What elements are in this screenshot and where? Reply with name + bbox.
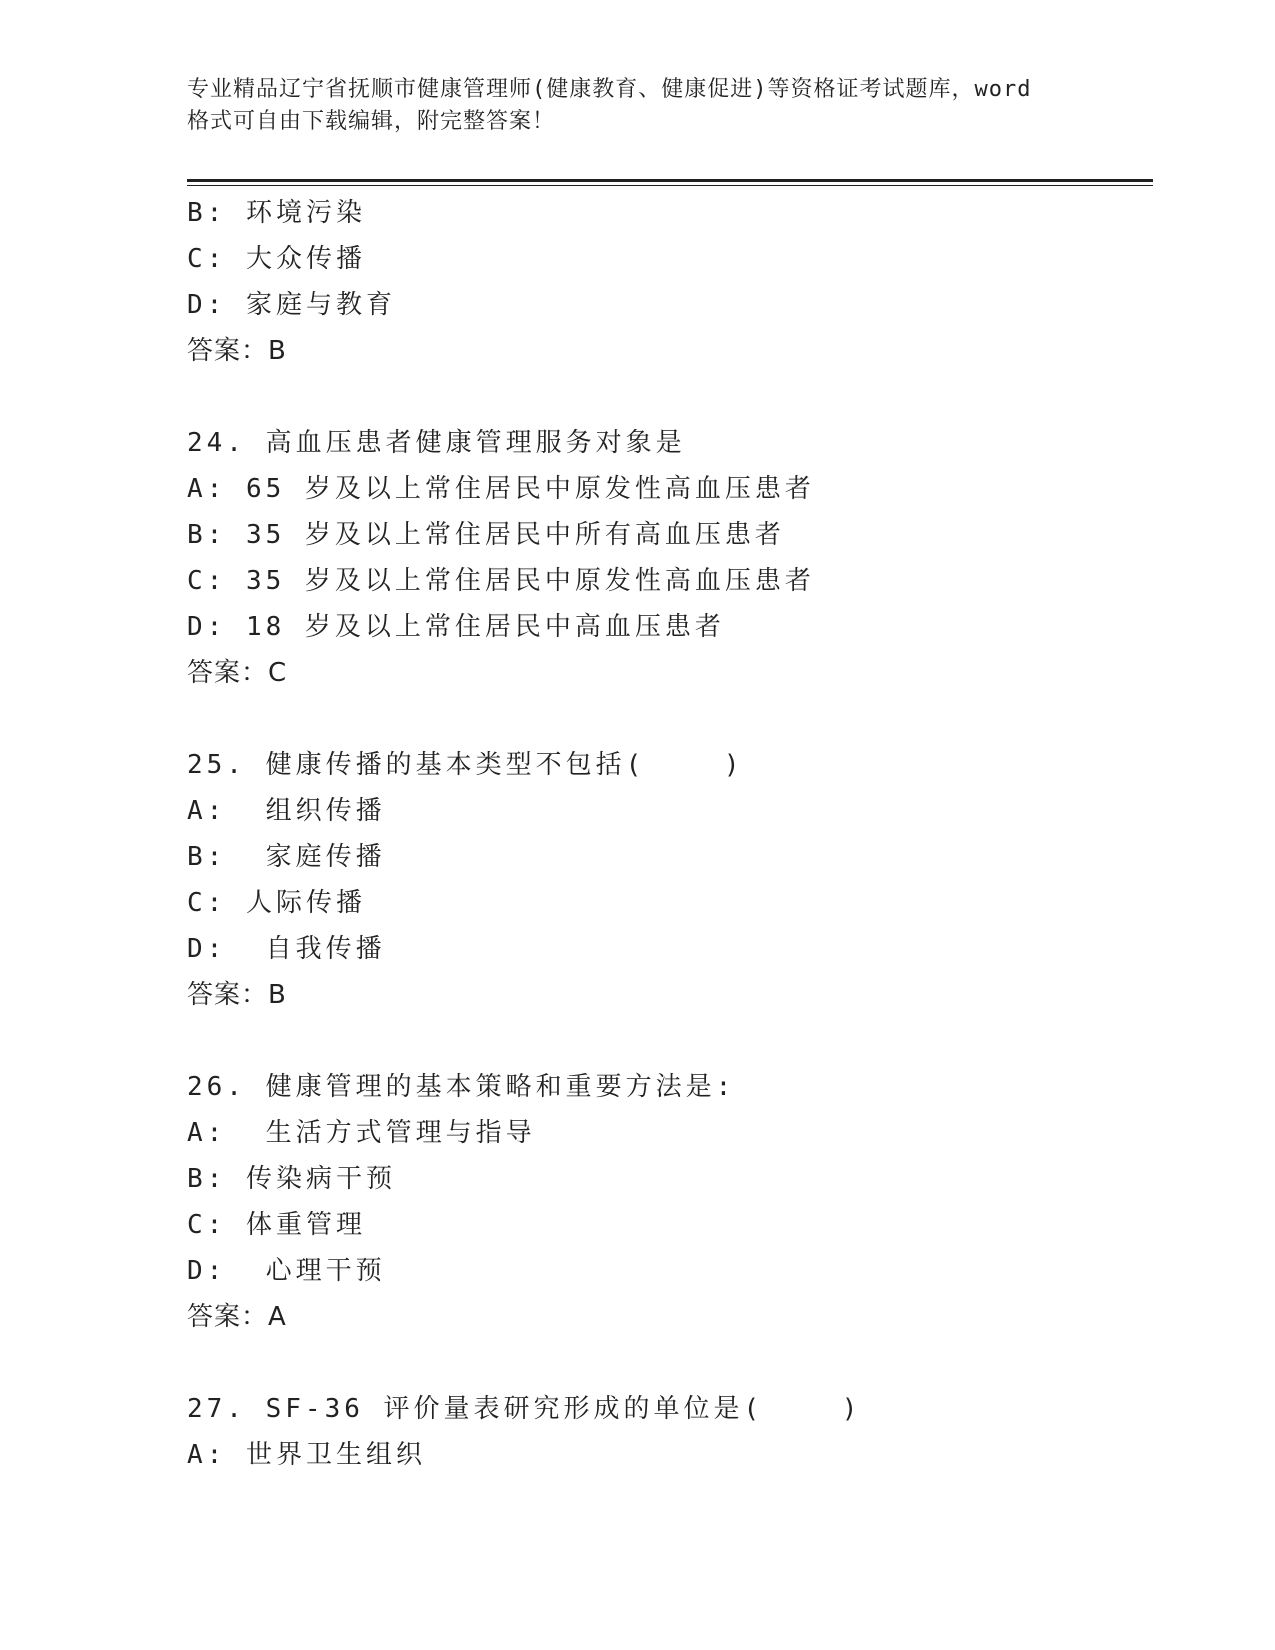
header-line-1: 专业精品辽宁省抚顺市健康管理师(健康教育、健康促进)等资格证考试题库，word bbox=[187, 77, 1032, 102]
option-a: A: 65 岁及以上常住居民中原发性高血压患者 bbox=[187, 474, 815, 504]
block-spacer bbox=[187, 374, 1147, 420]
option-b: B: 环境污染 bbox=[187, 198, 366, 228]
block-spacer bbox=[187, 696, 1147, 742]
header-line-2: 格式可自由下载编辑，附完整答案！ bbox=[187, 109, 556, 134]
block-spacer bbox=[187, 1018, 1147, 1064]
question-block-23 bbox=[187, 190, 1147, 374]
document-header bbox=[187, 74, 1087, 138]
answer-line: 答案：B bbox=[187, 336, 287, 366]
question-text: 27. SF-36 评价量表研究形成的单位是( ) bbox=[187, 1394, 862, 1424]
answer-line: 答案：A bbox=[187, 1302, 287, 1332]
option-c: C: 大众传播 bbox=[187, 244, 366, 274]
question-block-27 bbox=[187, 1386, 1147, 1478]
option-a: A: 世界卫生组织 bbox=[187, 1440, 426, 1470]
question-list bbox=[187, 190, 1147, 1478]
question-text: 26. 健康管理的基本策略和重要方法是: bbox=[187, 1072, 736, 1102]
question-block-24 bbox=[187, 420, 1147, 696]
block-spacer bbox=[187, 1340, 1147, 1386]
question-block-26 bbox=[187, 1064, 1147, 1340]
option-c: C: 体重管理 bbox=[187, 1210, 366, 1240]
question-block-25 bbox=[187, 742, 1147, 1018]
option-d: D: 18 岁及以上常住居民中高血压患者 bbox=[187, 612, 725, 642]
option-a: A: 生活方式管理与指导 bbox=[187, 1118, 536, 1148]
option-c: C: 人际传播 bbox=[187, 888, 366, 918]
option-b: B: 传染病干预 bbox=[187, 1164, 396, 1194]
option-c: C: 35 岁及以上常住居民中原发性高血压患者 bbox=[187, 566, 815, 596]
header-divider-thick bbox=[187, 179, 1153, 182]
option-d: D: 自我传播 bbox=[187, 934, 386, 964]
answer-line: 答案：B bbox=[187, 980, 287, 1010]
option-b: B: 家庭传播 bbox=[187, 842, 386, 872]
option-a: A: 组织传播 bbox=[187, 796, 386, 826]
option-d: D: 家庭与教育 bbox=[187, 290, 396, 320]
question-text: 25. 健康传播的基本类型不包括( ) bbox=[187, 750, 744, 780]
option-b: B: 35 岁及以上常住居民中所有高血压患者 bbox=[187, 520, 785, 550]
option-d: D: 心理干预 bbox=[187, 1256, 386, 1286]
question-text: 24. 高血压患者健康管理服务对象是 bbox=[187, 428, 686, 458]
answer-line: 答案：C bbox=[187, 658, 288, 688]
header-divider-thin bbox=[187, 185, 1153, 186]
